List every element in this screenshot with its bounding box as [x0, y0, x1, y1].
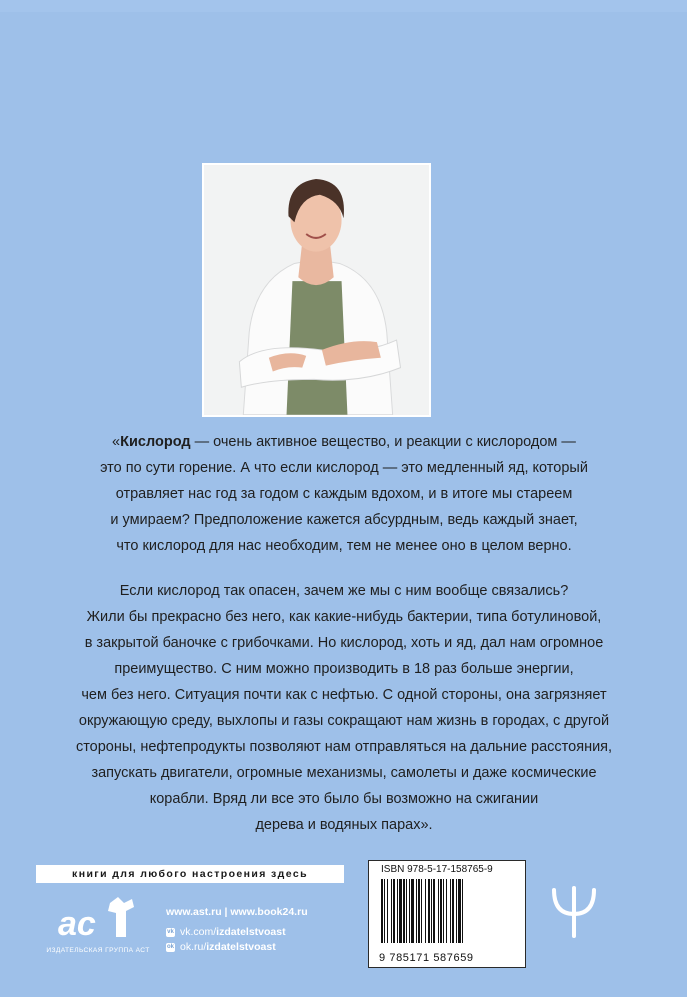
- barcode-bar: [381, 879, 383, 943]
- quote-line: в закрытой баночке с грибочками. Но кислород, хоть и яд, дал нам огромное: [84, 635, 604, 651]
- vk-prefix: vk.com/: [180, 926, 217, 938]
- barcode-bar: [409, 879, 410, 943]
- quote-line: преимущество. С ним можно производить в 18 раз больше энергии,: [114, 661, 574, 677]
- quote-line: окружающую среду, выхлопы и газы сокращают нам жизнь в городах, с другой: [78, 713, 610, 729]
- vk-link[interactable]: [166, 926, 286, 938]
- barcode-bar: [416, 879, 417, 943]
- barcode-bar: [397, 879, 398, 943]
- ast-logo-icon: [52, 893, 144, 941]
- barcode-bar: [399, 879, 402, 943]
- quote-line: что кислород для нас необходим, тем не менее оно в целом верно.: [116, 538, 572, 554]
- isbn-label: ISBN 978-5-17-158765-9: [381, 864, 493, 875]
- barcode-bar: [421, 879, 422, 943]
- barcode-bar: [403, 879, 405, 943]
- quote-line: дерева и водяных парах».: [255, 817, 433, 833]
- quote-paragraph-2: [64, 578, 624, 838]
- ok-handle: izdatelstvoast: [206, 941, 276, 953]
- barcode-icon: [379, 879, 517, 949]
- quote-line: отравляет нас год за годом с каждым вдохом, и в итоге мы стареем: [115, 486, 573, 502]
- quote-line: запускать двигатели, огромные механизмы, самолеты и даже космические: [91, 765, 597, 781]
- author-portrait-illustration: [204, 165, 429, 415]
- isbn-barcode-box: [368, 860, 526, 968]
- barcode-bar: [387, 879, 388, 943]
- quote-line: корабли. Вряд ли все это было бы возможно на сжигании: [149, 791, 539, 807]
- open-quote-mark: «: [112, 434, 121, 450]
- quote-line: Жили бы прекрасно без него, как какие-нибудь бактерии, типа ботулиновой,: [86, 609, 602, 625]
- psi-icon: [548, 884, 600, 940]
- barcode-bar: [433, 879, 435, 943]
- barcode-bar: [462, 879, 463, 943]
- barcode-bar: [438, 879, 439, 943]
- top-edge: [0, 0, 687, 12]
- quote-bold-word: Кислород: [120, 434, 191, 450]
- vk-icon: vk: [167, 928, 174, 935]
- quote-line: стороны, нефтепродукты позволяют нам отправляться на дальние расстояния,: [75, 739, 613, 755]
- barcode-bar: [418, 879, 420, 943]
- vk-handle: izdatelstvoast: [216, 926, 286, 938]
- publisher-caption: ИЗДАТЕЛЬСКАЯ ГРУППА АСТ: [46, 947, 150, 954]
- quote-paragraph-1: [64, 429, 624, 559]
- barcode-digits: 9 785171 587659: [379, 952, 474, 964]
- quote-line: и умираем? Предположение кажется абсурдным, ведь каждый знает,: [110, 512, 578, 528]
- svg-text:ac: ac: [58, 905, 96, 941]
- barcode-bar: [393, 879, 395, 943]
- barcode-bar: [452, 879, 454, 943]
- barcode-bar: [384, 879, 385, 943]
- barcode-bar: [428, 879, 430, 943]
- ok-prefix: ok.ru/: [180, 941, 207, 953]
- barcode-bar: [443, 879, 444, 943]
- barcode-bar: [458, 879, 461, 943]
- barcode-bar: [411, 879, 414, 943]
- barcode-bar: [440, 879, 442, 943]
- barcode-bar: [431, 879, 432, 943]
- barcode-bar: [450, 879, 451, 943]
- barcode-bar: [456, 879, 457, 943]
- barcode-bar: [391, 879, 392, 943]
- quote-line: это по сути горение. А что если кислород — это медленный яд, который: [100, 460, 588, 476]
- barcode-bar: [425, 879, 426, 943]
- barcode-bar: [406, 879, 407, 943]
- ok-link[interactable]: [166, 941, 276, 953]
- slogan-banner: книги для любого настроения здесь: [36, 865, 344, 883]
- quote-line: чем без него. Ситуация почти как с нефтью. С одной стороны, она загрязняет: [81, 687, 607, 703]
- barcode-bar: [446, 879, 447, 943]
- website-links[interactable]: www.ast.ru | www.book24.ru: [166, 906, 308, 918]
- ok-icon: ok: [166, 943, 174, 950]
- quote-line: [64, 429, 624, 455]
- author-photo: [202, 163, 431, 417]
- quote-line-text: — очень активное вещество, и реакции с кислородом —: [190, 434, 576, 450]
- quote-line: Если кислород так опасен, зачем же мы с ним вообще связались?: [119, 583, 569, 599]
